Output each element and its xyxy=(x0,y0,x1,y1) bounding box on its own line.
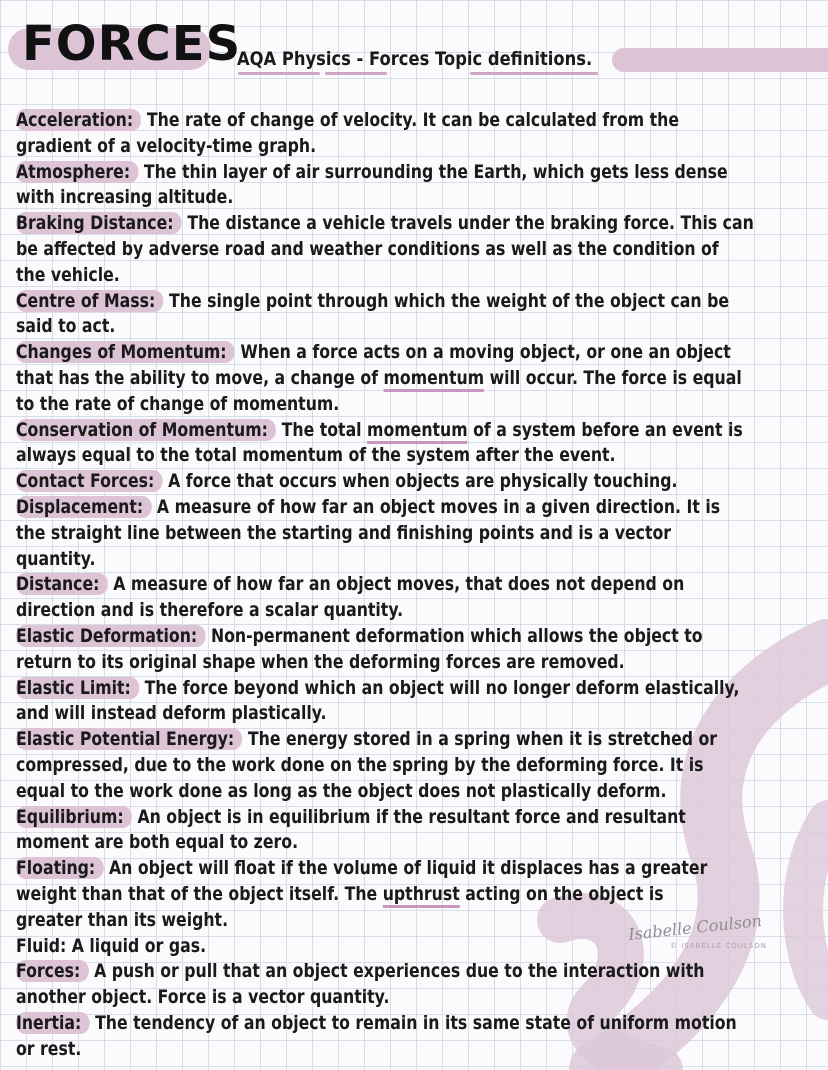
definition-line: gradient of a velocity-time graph. xyxy=(16,134,317,157)
definition-text: weight than that of the object itself. The xyxy=(16,882,383,905)
definition-text: The single point through which the weight of the object can be xyxy=(163,289,729,312)
subtitle-underline xyxy=(470,72,598,75)
definition-line xyxy=(16,418,827,444)
definition-term: Floating: xyxy=(16,857,104,879)
definition-line xyxy=(16,469,827,495)
definition-line: with increasing altitude. xyxy=(16,186,234,209)
definition-term: Equilibrium: xyxy=(16,806,132,828)
definition-text: The tendency of an object to remain in its same state of uniform motion xyxy=(89,1011,737,1034)
definition-term: Displacement: xyxy=(16,496,151,518)
definition-line xyxy=(16,160,827,186)
definition-entry xyxy=(16,469,827,495)
author-signature: Isabelle Coulson xyxy=(627,911,763,944)
definition-text: A force that occurs when objects are physically touching. xyxy=(162,470,678,493)
definition-term: Acceleration: xyxy=(16,109,141,131)
definition-term: Forces: xyxy=(16,960,89,982)
definition-entry xyxy=(16,495,827,572)
definition-line: direction and is therefore a scalar quantity. xyxy=(16,599,404,622)
definition-text: that has the ability to move, a change of xyxy=(16,366,384,389)
definition-text: acting on the object is xyxy=(459,882,664,905)
definition-line: quantity. xyxy=(16,547,96,570)
definition-line xyxy=(16,882,827,908)
definition-line xyxy=(16,856,827,882)
definition-line: to the rate of change of momentum. xyxy=(16,392,340,415)
definition-line: another object. Force is a vector quantity. xyxy=(16,986,390,1009)
definition-line xyxy=(16,727,827,753)
definition-term: Changes of Momentum: xyxy=(16,341,235,363)
definition-line: moment are both equal to zero. xyxy=(16,831,299,854)
subtitle-underline xyxy=(325,72,387,75)
definition-term: Atmosphere: xyxy=(16,161,138,183)
definition-entry xyxy=(16,1011,827,1063)
definition-line: compressed, due to the work done on the spring by the deforming force. It is xyxy=(16,753,704,776)
definition-text: When a force acts on a moving object, or one an object xyxy=(234,341,731,364)
definition-entry xyxy=(16,805,827,857)
definition-term: Centre of Mass: xyxy=(16,290,164,312)
definition-text: An object is in equilibrium if the resultant force and resultant xyxy=(131,805,686,828)
definition-line: always equal to the total momentum of the system after the event. xyxy=(16,444,616,467)
definition-text: The rate of change of velocity. It can be calculated from the xyxy=(141,109,680,131)
definition-line xyxy=(16,624,827,650)
definition-line: equal to the work done as long as the object does not plastically deform. xyxy=(16,779,667,802)
definition-line xyxy=(16,1011,827,1037)
definition-line: said to act. xyxy=(16,315,116,338)
definition-entry xyxy=(16,676,827,728)
underlined-keyword: upthrust xyxy=(383,883,460,908)
definition-entry xyxy=(16,959,827,1011)
definition-line: the straight line between the starting and finishing points and is a vector xyxy=(16,521,672,544)
definition-text: The thin layer of air surrounding the Earth, which gets less dense xyxy=(138,160,728,183)
definition-entry xyxy=(16,108,827,160)
definition-line xyxy=(16,108,827,134)
definition-term: Distance: xyxy=(16,573,108,595)
definition-text: An object will float if the volume of liquid it displaces has a greater xyxy=(103,857,708,880)
definition-line xyxy=(16,572,827,598)
definition-line xyxy=(16,676,827,702)
definition-line xyxy=(16,366,827,392)
definition-line xyxy=(16,289,827,315)
definition-text: of a system before an event is xyxy=(467,418,743,441)
underlined-keyword: momentum xyxy=(367,419,468,444)
header-bar xyxy=(612,48,828,72)
definition-line xyxy=(16,805,827,831)
definition-line: return to its original shape when the deforming forces are removed. xyxy=(16,650,625,673)
definition-line xyxy=(16,211,827,237)
definition-text: A measure of how far an object moves, that does not depend on xyxy=(107,573,685,596)
definition-line xyxy=(16,959,827,985)
definition-term: Elastic Potential Energy: xyxy=(16,728,242,750)
definition-text: A liquid or gas. xyxy=(66,934,207,957)
definition-term: Braking Distance: xyxy=(16,212,182,234)
definition-line: greater than its weight. xyxy=(16,908,229,931)
definition-term: Contact Forces: xyxy=(16,470,163,492)
definition-text: The total xyxy=(276,418,368,441)
definition-line: or rest. xyxy=(16,1037,82,1060)
definition-text: A push or pull that an object experiences due to the interaction with xyxy=(88,960,705,983)
definition-term: Conservation of Momentum: xyxy=(16,419,276,441)
page-header xyxy=(0,0,828,100)
definition-line xyxy=(16,340,827,366)
definition-text: Non-permanent deformation which allows the object to xyxy=(205,624,703,647)
definition-line: be affected by adverse road and weather conditions as well as the condition of xyxy=(16,237,719,260)
definition-entry xyxy=(16,211,827,288)
definition-text: The distance a vehicle travels under the braking force. This can xyxy=(181,212,754,235)
underlined-keyword: momentum xyxy=(384,367,485,392)
definition-line: the vehicle. xyxy=(16,263,120,286)
definition-text: The force beyond which an object will no longer deform elastically, xyxy=(139,676,740,699)
definition-entry xyxy=(16,624,827,676)
definition-text: will occur. The force is equal xyxy=(484,366,742,389)
definition-entry xyxy=(16,340,827,417)
page-subtitle: AQA Physics - Forces Topic definitions. xyxy=(237,48,593,70)
definition-text: A measure of how far an object moves in a given direction. It is xyxy=(151,495,721,518)
definition-term: Inertia: xyxy=(16,1012,90,1034)
definition-line xyxy=(16,495,827,521)
definition-entry xyxy=(16,160,827,212)
definition-entry xyxy=(16,572,827,624)
definition-term: Elastic Limit: xyxy=(16,677,139,699)
page-title: FORCES xyxy=(22,16,242,72)
definition-term: Elastic Deformation: xyxy=(16,625,205,647)
definition-term: Fluid: xyxy=(16,934,67,957)
definition-entry xyxy=(16,289,827,341)
subtitle-underline xyxy=(238,72,320,75)
definition-entry xyxy=(16,727,827,804)
author-copyright: © ISABELLE COULSON xyxy=(670,942,767,950)
definition-line: and will instead deform plastically. xyxy=(16,702,327,725)
definition-text: The energy stored in a spring when it is stretched or xyxy=(242,728,718,751)
definition-entry xyxy=(16,418,827,470)
